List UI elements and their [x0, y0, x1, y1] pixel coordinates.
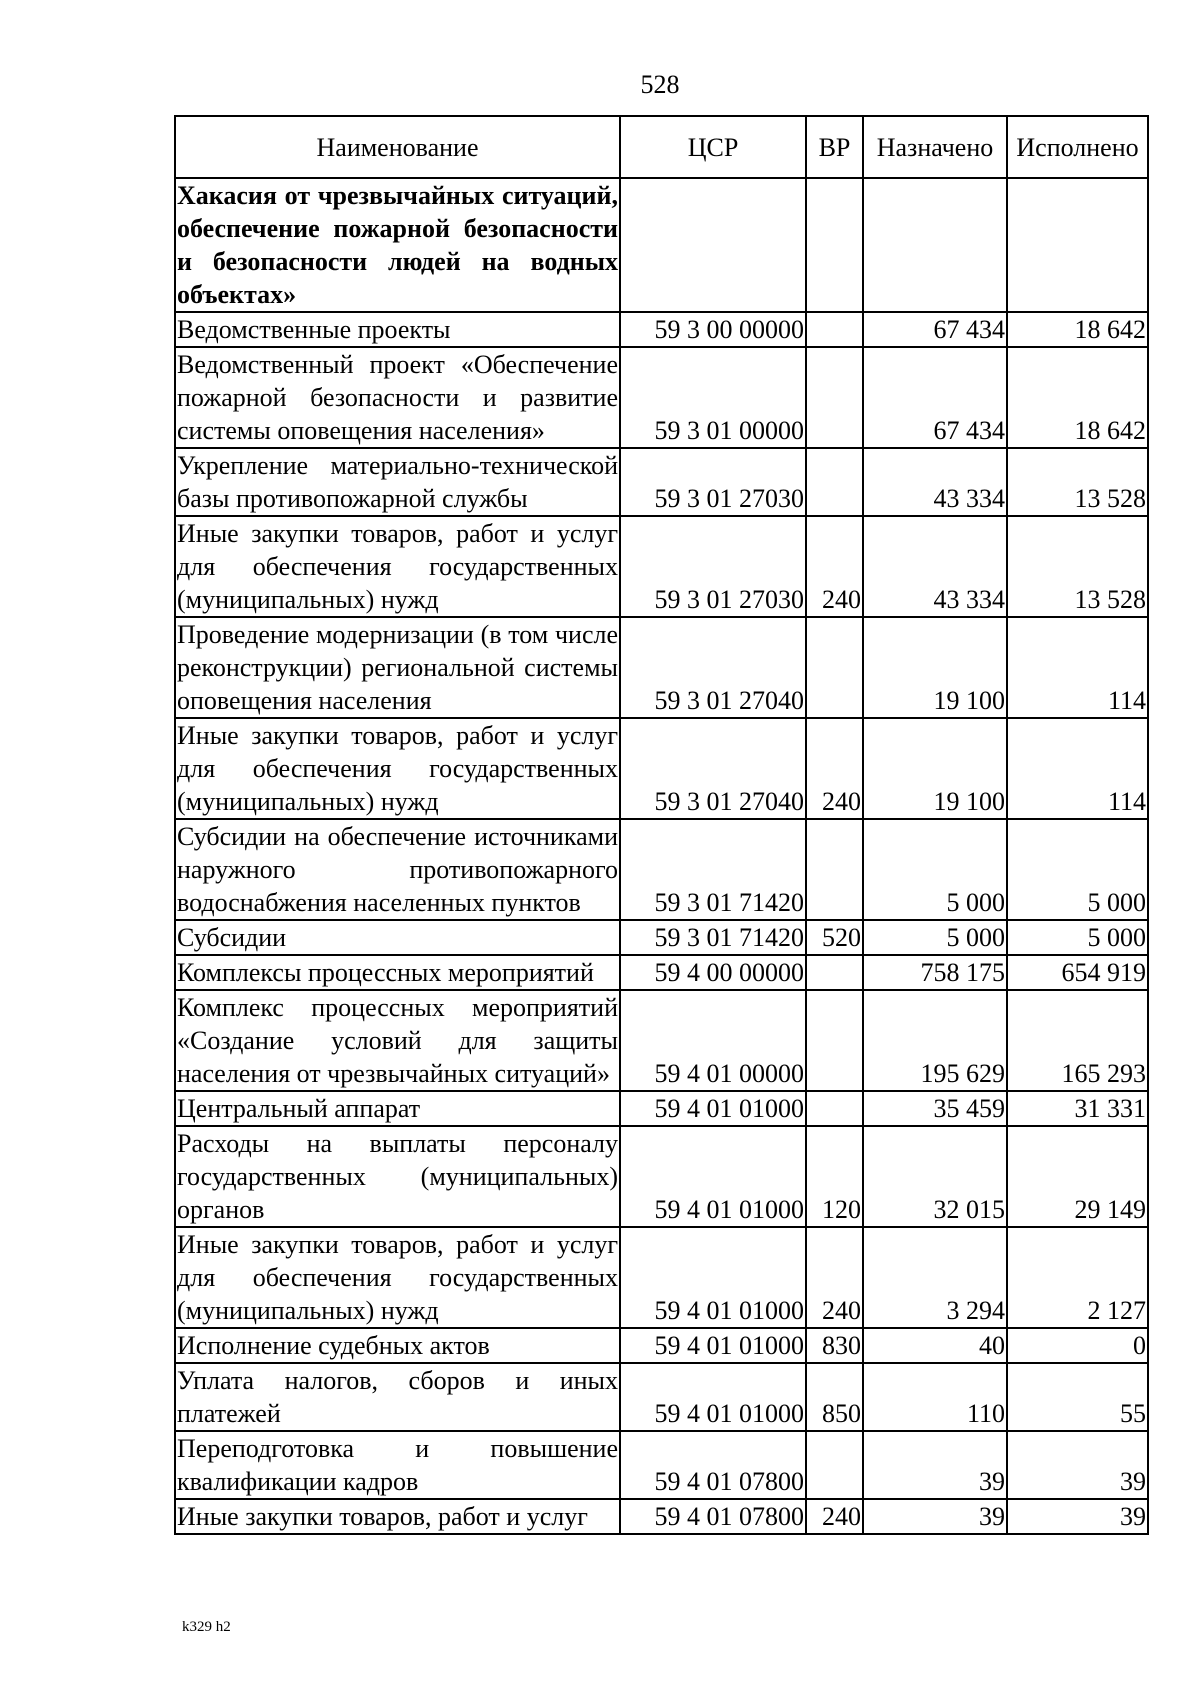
row-csr-cell: 59 4 01 07800 [620, 1499, 806, 1534]
table-row [175, 312, 1148, 347]
row-csr-cell: 59 4 01 00000 [620, 990, 806, 1091]
row-vr-cell [806, 1431, 863, 1499]
row-assigned-cell: 40 [863, 1328, 1007, 1363]
row-assigned-cell: 19 100 [863, 617, 1007, 718]
row-name-cell: Иные закупки товаров, работ и услуг для обеспечения государственных (муниципальных) нужд [175, 1227, 620, 1328]
row-name-cell: Ведомственные проекты [175, 312, 620, 347]
row-executed-cell: 654 919 [1007, 955, 1148, 990]
table-row [175, 920, 1148, 955]
table-row [175, 1227, 1148, 1328]
row-assigned-cell [863, 178, 1007, 312]
row-csr-cell: 59 3 01 27040 [620, 617, 806, 718]
row-vr-cell [806, 617, 863, 718]
row-executed-cell: 114 [1007, 617, 1148, 718]
row-name-cell: Комплекс процессных мероприятий «Создание условий для защиты населения от чрезвычайных ситуаций» [175, 990, 620, 1091]
table-row [175, 718, 1148, 819]
row-name-cell: Ведомственный проект «Обеспечение пожарной безопасности и развитие системы оповещения населения» [175, 347, 620, 448]
budget-table [174, 115, 1149, 1535]
row-name-cell: Проведение модернизации (в том числе реконструкции) региональной системы оповещения населения [175, 617, 620, 718]
row-name-cell: Расходы на выплаты персоналу государственных (муниципальных) органов [175, 1126, 620, 1227]
row-vr-cell: 240 [806, 718, 863, 819]
row-assigned-cell: 39 [863, 1431, 1007, 1499]
row-name-cell: Исполнение судебных актов [175, 1328, 620, 1363]
table-row [175, 516, 1148, 617]
row-name-cell: Субсидии на обеспечение источниками наружного противопожарного водоснабжения населенных пунктов [175, 819, 620, 920]
table-row [175, 1499, 1148, 1534]
row-vr-cell [806, 178, 863, 312]
table-row [175, 955, 1148, 990]
row-assigned-cell: 32 015 [863, 1126, 1007, 1227]
row-executed-cell: 55 [1007, 1363, 1148, 1431]
row-executed-cell: 165 293 [1007, 990, 1148, 1091]
row-name-cell: Центральный аппарат [175, 1091, 620, 1126]
row-csr-cell: 59 3 00 00000 [620, 312, 806, 347]
row-name-cell: Иные закупки товаров, работ и услуг для обеспечения государственных (муниципальных) нужд [175, 516, 620, 617]
table-row [175, 1328, 1148, 1363]
row-executed-cell: 5 000 [1007, 920, 1148, 955]
table-row [175, 1363, 1148, 1431]
header-csr: ЦСР [620, 116, 806, 178]
row-csr-cell: 59 3 01 71420 [620, 920, 806, 955]
row-assigned-cell: 758 175 [863, 955, 1007, 990]
row-csr-cell: 59 3 01 71420 [620, 819, 806, 920]
row-vr-cell [806, 990, 863, 1091]
row-name-cell: Комплексы процессных мероприятий [175, 955, 620, 990]
row-name-cell: Субсидии [175, 920, 620, 955]
row-executed-cell: 29 149 [1007, 1126, 1148, 1227]
row-vr-cell: 850 [806, 1363, 863, 1431]
row-vr-cell: 830 [806, 1328, 863, 1363]
row-name-cell: Иные закупки товаров, работ и услуг [175, 1499, 620, 1534]
row-csr-cell: 59 4 01 01000 [620, 1227, 806, 1328]
row-executed-cell [1007, 178, 1148, 312]
row-vr-cell [806, 448, 863, 516]
row-assigned-cell: 43 334 [863, 516, 1007, 617]
row-csr-cell: 59 4 01 07800 [620, 1431, 806, 1499]
row-name-cell: Переподготовка и повышение квалификации кадров [175, 1431, 620, 1499]
row-executed-cell: 31 331 [1007, 1091, 1148, 1126]
row-vr-cell [806, 955, 863, 990]
row-csr-cell: 59 4 01 01000 [620, 1126, 806, 1227]
row-vr-cell [806, 1091, 863, 1126]
table-header-row [175, 116, 1148, 178]
header-vr: ВР [806, 116, 863, 178]
row-executed-cell: 18 642 [1007, 347, 1148, 448]
row-csr-cell: 59 4 00 00000 [620, 955, 806, 990]
row-assigned-cell: 5 000 [863, 819, 1007, 920]
table-row [175, 617, 1148, 718]
row-csr-cell: 59 4 01 01000 [620, 1091, 806, 1126]
row-assigned-cell: 35 459 [863, 1091, 1007, 1126]
table-row [175, 1126, 1148, 1227]
row-executed-cell: 0 [1007, 1328, 1148, 1363]
row-assigned-cell: 19 100 [863, 718, 1007, 819]
row-executed-cell: 39 [1007, 1431, 1148, 1499]
row-vr-cell [806, 347, 863, 448]
row-assigned-cell: 5 000 [863, 920, 1007, 955]
row-csr-cell: 59 3 01 27030 [620, 448, 806, 516]
table-row [175, 1431, 1148, 1499]
row-vr-cell: 240 [806, 516, 863, 617]
row-vr-cell: 520 [806, 920, 863, 955]
row-assigned-cell: 67 434 [863, 347, 1007, 448]
row-name-cell: Хакасия от чрезвычайных ситуаций, обеспечение пожарной безопасности и безопасности людей на водных объектах» [175, 178, 620, 312]
table-row [175, 347, 1148, 448]
row-executed-cell: 39 [1007, 1499, 1148, 1534]
row-csr-cell [620, 178, 806, 312]
table-row [175, 448, 1148, 516]
table-row [175, 178, 1148, 312]
row-vr-cell: 240 [806, 1227, 863, 1328]
header-assigned: Назначено [863, 116, 1007, 178]
row-name-cell: Иные закупки товаров, работ и услуг для обеспечения государственных (муниципальных) нужд [175, 718, 620, 819]
table-row [175, 990, 1148, 1091]
row-vr-cell: 120 [806, 1126, 863, 1227]
row-assigned-cell: 110 [863, 1363, 1007, 1431]
row-assigned-cell: 43 334 [863, 448, 1007, 516]
row-executed-cell: 5 000 [1007, 819, 1148, 920]
row-vr-cell [806, 312, 863, 347]
table-row [175, 1091, 1148, 1126]
row-csr-cell: 59 3 01 27040 [620, 718, 806, 819]
table-body [175, 178, 1148, 1534]
row-executed-cell: 2 127 [1007, 1227, 1148, 1328]
row-executed-cell: 114 [1007, 718, 1148, 819]
header-name: Наименование [175, 116, 620, 178]
header-executed: Исполнено [1007, 116, 1148, 178]
row-executed-cell: 13 528 [1007, 516, 1148, 617]
row-csr-cell: 59 4 01 01000 [620, 1328, 806, 1363]
row-csr-cell: 59 4 01 01000 [620, 1363, 806, 1431]
row-name-cell: Укрепление материально-технической базы противопожарной службы [175, 448, 620, 516]
row-name-cell: Уплата налогов, сборов и иных платежей [175, 1363, 620, 1431]
row-assigned-cell: 39 [863, 1499, 1007, 1534]
row-executed-cell: 13 528 [1007, 448, 1148, 516]
footer-code: k329 h2 [182, 1619, 231, 1635]
table-row [175, 819, 1148, 920]
row-vr-cell [806, 819, 863, 920]
page-number: 528 [640, 70, 680, 99]
row-executed-cell: 18 642 [1007, 312, 1148, 347]
row-csr-cell: 59 3 01 27030 [620, 516, 806, 617]
row-assigned-cell: 195 629 [863, 990, 1007, 1091]
row-vr-cell: 240 [806, 1499, 863, 1534]
row-assigned-cell: 3 294 [863, 1227, 1007, 1328]
row-assigned-cell: 67 434 [863, 312, 1007, 347]
row-csr-cell: 59 3 01 00000 [620, 347, 806, 448]
